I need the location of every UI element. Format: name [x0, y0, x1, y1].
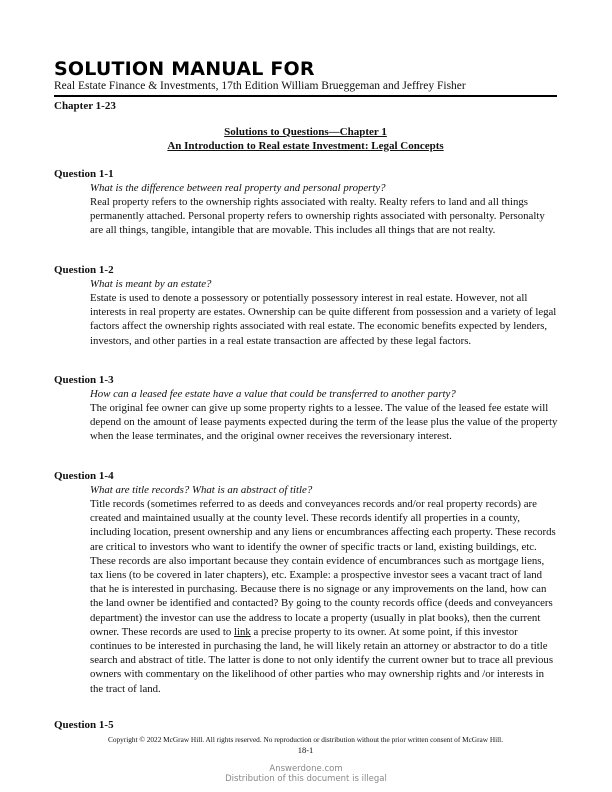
question-title: Question 1-5 [54, 719, 114, 731]
book-subtitle: Real Estate Finance & Investments, 17th Edition William Brueggeman and Jeffrey Fisher [54, 80, 466, 92]
watermark [0, 764, 612, 784]
page-number: 18-1 [297, 745, 314, 755]
question-text: What are title records? What is an abstract of title? [90, 483, 313, 496]
answer-text [90, 497, 559, 696]
question-block-1-3 [54, 374, 559, 444]
answer-text: Real property refers to the ownership rights associated with realty. Realty refers to land and all things permanently attached. Personal property refers to ownership rights associated with personalty. Personalty are all things, tangible, intangible that are movable. This includes all things that are not realty. [90, 196, 545, 237]
section-heading-line-2: An Introduction to Real estate Investment: Legal Concepts [167, 139, 444, 152]
question-text: What is the difference between real property and personal property? [90, 181, 386, 194]
question-block-1-4 [54, 470, 559, 696]
answer-text: The original fee owner can give up some property rights to a lessee. The value of the leased fee estate will depend on the amount of lease payments expected during the term of the lease plus the value of the property when the lease terminates, and the original owner receives the reversionary interest. [90, 402, 558, 443]
solution-manual-banner: SOLUTION MANUAL FOR [54, 58, 315, 80]
question-text: What is meant by an estate? [90, 277, 212, 290]
question-title: Question 1-1 [54, 168, 114, 180]
question-text: How can a leased fee estate have a value that could be transferred to another party? [90, 387, 456, 400]
answer-text-part-2: a precise property to its owner. At some point, if this investor continues to be interested in purchasing the land, he will likely retain an attorney or abstractor to do a title search and abstract of title. The latter is done to not only identify the current owner but to trace all previous owners with commentary on the likelihood of other parties who may ownership rights and /or interests in the tract of land. [90, 625, 554, 695]
answer-text: Estate is used to denote a possessory or potentially possessory interest in real estate. However, not all interests in real property are estates. Ownership can be quite different from possession and a variety of legal factors affect the ownership rights associated with real estate. The economic benefits expected by lenders, investors, and other parties in a real estate transaction are affected by these legal factors. [90, 292, 557, 347]
question-title: Question 1-3 [54, 374, 114, 386]
watermark-site: Answerdone.com [269, 764, 343, 774]
link-word: link [234, 625, 251, 638]
question-block-1-2 [54, 264, 559, 348]
question-block-1-5 [54, 719, 559, 733]
watermark-notice: Distribution of this document is illegal [225, 774, 387, 784]
question-block-1-1 [54, 168, 559, 238]
question-title: Question 1-2 [54, 264, 114, 276]
header-divider [54, 95, 557, 97]
answer-text-part-1: Title records (sometimes referred to as deeds and conveyances records and/or real property records) are created and maintained usually at the county level. These records identify all properties in a county, including location, present ownership and any liens or encumbrances affecting each property. These records are critical to investors who want to identify the owner of specific tracts or land, existing buildings, etc. These records are also important because they contain evidence of encumbrances such as mortgage liens, tax liens (to be covered in later chapters), etc. Example: a prospective investor sees a vacant tract of land that he is interested in purchasing. Because there is no signage or any improvements on the land, how can the land owner be identified and contacted? By going to the county records office (deeds and conveyancers department) the investor can use the address to locate a property (usually in plat books), then the current owner. These records are used to [90, 498, 556, 638]
section-heading [54, 126, 557, 153]
section-heading-line-1: Solutions to Questions—Chapter 1 [224, 126, 387, 138]
chapter-label: Chapter 1-23 [54, 100, 116, 112]
copyright-footer: Copyright © 2022 McGraw Hill. All rights reserved. No reproduction or distribution without the prior written consent of McGraw Hill. [107, 735, 504, 744]
question-title: Question 1-4 [54, 470, 114, 482]
